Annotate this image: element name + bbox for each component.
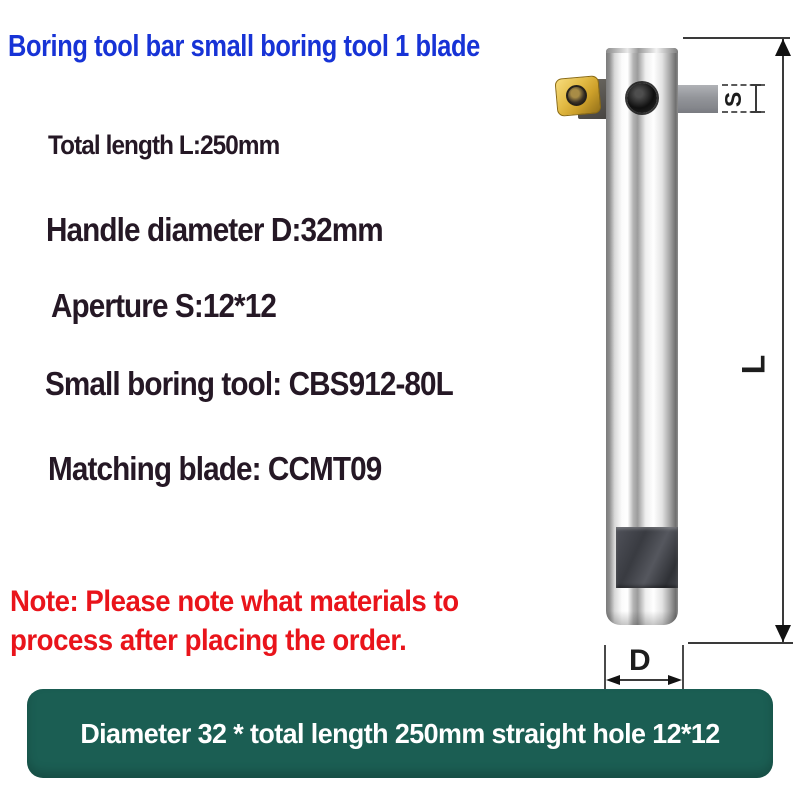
insert-screw-icon <box>566 85 587 106</box>
note-text-line2: process after placing the order. <box>10 624 407 657</box>
slot-dimension-label: S <box>720 91 747 108</box>
spec-aperture: Aperture S:12*12 <box>51 287 276 324</box>
arrow-right-icon <box>668 675 682 685</box>
spec-model: Small boring tool: CBS912-80L <box>45 365 453 402</box>
spec-total-length: Total length L:250mm <box>48 130 280 160</box>
length-extension-line-top <box>683 37 790 39</box>
product-title: Boring tool bar small boring tool 1 blade <box>8 28 480 63</box>
diameter-extension-line-right <box>682 645 684 689</box>
slot-dimension-cap-top <box>751 84 761 86</box>
shank-bottom-shading <box>606 611 678 625</box>
length-dimension-label: L <box>735 354 772 375</box>
spec-handle-diameter: Handle diameter D:32mm <box>46 211 383 248</box>
arrow-down-icon <box>775 625 791 642</box>
length-dimension-line <box>782 38 784 643</box>
note-text-line1: Note: Please note what materials to <box>10 585 459 618</box>
spec-matching-blade: Matching blade: CCMT09 <box>48 450 382 487</box>
arrow-left-icon <box>606 675 620 685</box>
slot-dimension-cap-bottom <box>751 111 761 113</box>
clamp-screw-icon <box>627 83 657 113</box>
summary-banner <box>27 689 773 778</box>
knurled-band <box>616 527 678 588</box>
arrow-up-icon <box>775 39 791 56</box>
diameter-dimension-label: D <box>629 644 651 677</box>
summary-banner-text: Diameter 32 * total length 250mm straight hole 12*12 <box>80 717 720 749</box>
length-extension-line-bottom <box>688 642 793 644</box>
slot-dimension-line <box>755 85 757 113</box>
shank-top-rim <box>606 48 678 53</box>
